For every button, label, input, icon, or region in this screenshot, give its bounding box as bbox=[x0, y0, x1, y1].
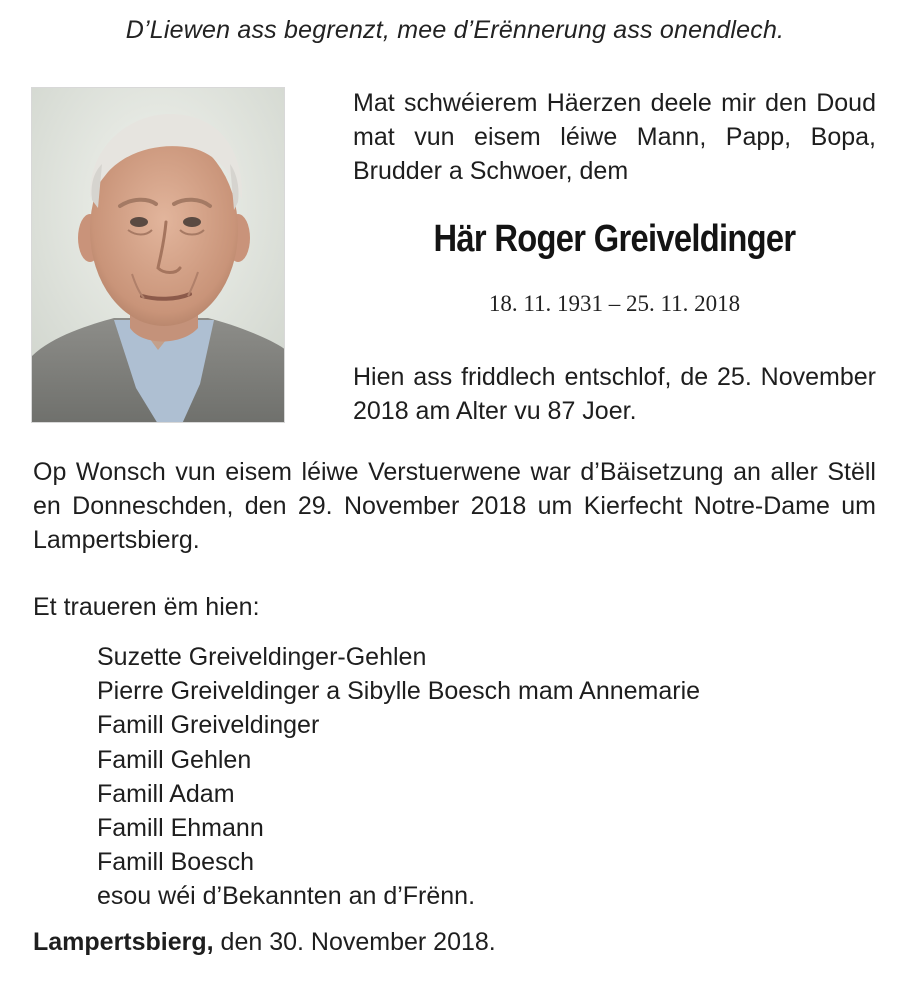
announcement-intro: Mat schwéierem Häerzen deele mir den Doud mat vun eisem léiwe Mann, Papp, Bopa, Brudder a Schwoer, dem bbox=[353, 89, 876, 185]
mourner-item: Pierre Greiveldinger a Sibylle Boesch mam Annemarie bbox=[97, 677, 701, 706]
mourner-item: Famill Greiveldinger bbox=[97, 711, 320, 740]
passing-text: Hien ass friddlech entschlof, de 25. November 2018 am Alter vu 87 Joer. bbox=[353, 363, 876, 425]
life-dates: 18. 11. 1931 – 25. 11. 2018 bbox=[488, 291, 741, 316]
motto-text: D’Liewen ass begrenzt, mee d’Erënnerung ass onendlech. bbox=[125, 16, 785, 44]
signoff-date: den 30. November 2018. bbox=[213, 928, 496, 956]
mourners-heading: Et traueren ëm hien: bbox=[33, 593, 260, 621]
portrait-photo bbox=[31, 87, 285, 423]
mourner-item: Famill Boesch bbox=[97, 848, 254, 877]
portrait-illustration bbox=[32, 88, 285, 423]
mourner-item: Suzette Greiveldinger-Gehlen bbox=[97, 643, 427, 671]
signoff-place: Lampertsbierg, bbox=[33, 928, 214, 956]
mourner-item: esou wéi d’Bekannten an d’Frënn. bbox=[97, 882, 476, 911]
funeral-text: Op Wonsch vun eisem léiwe Verstuerwene war d’Bäisetzung an aller Stëll en Donneschden, den 29. November 2018 um Kierfecht Notre-Dame um Lampertsbierg. bbox=[33, 458, 876, 554]
mourner-item: Famill Ehmann bbox=[97, 814, 264, 843]
signoff bbox=[33, 925, 496, 959]
deceased-name: Här Roger Greiveldinger bbox=[433, 218, 796, 260]
mourners-list bbox=[97, 640, 700, 914]
mourner-item: Famill Adam bbox=[97, 779, 235, 808]
mourner-item: Famill Gehlen bbox=[97, 745, 252, 774]
